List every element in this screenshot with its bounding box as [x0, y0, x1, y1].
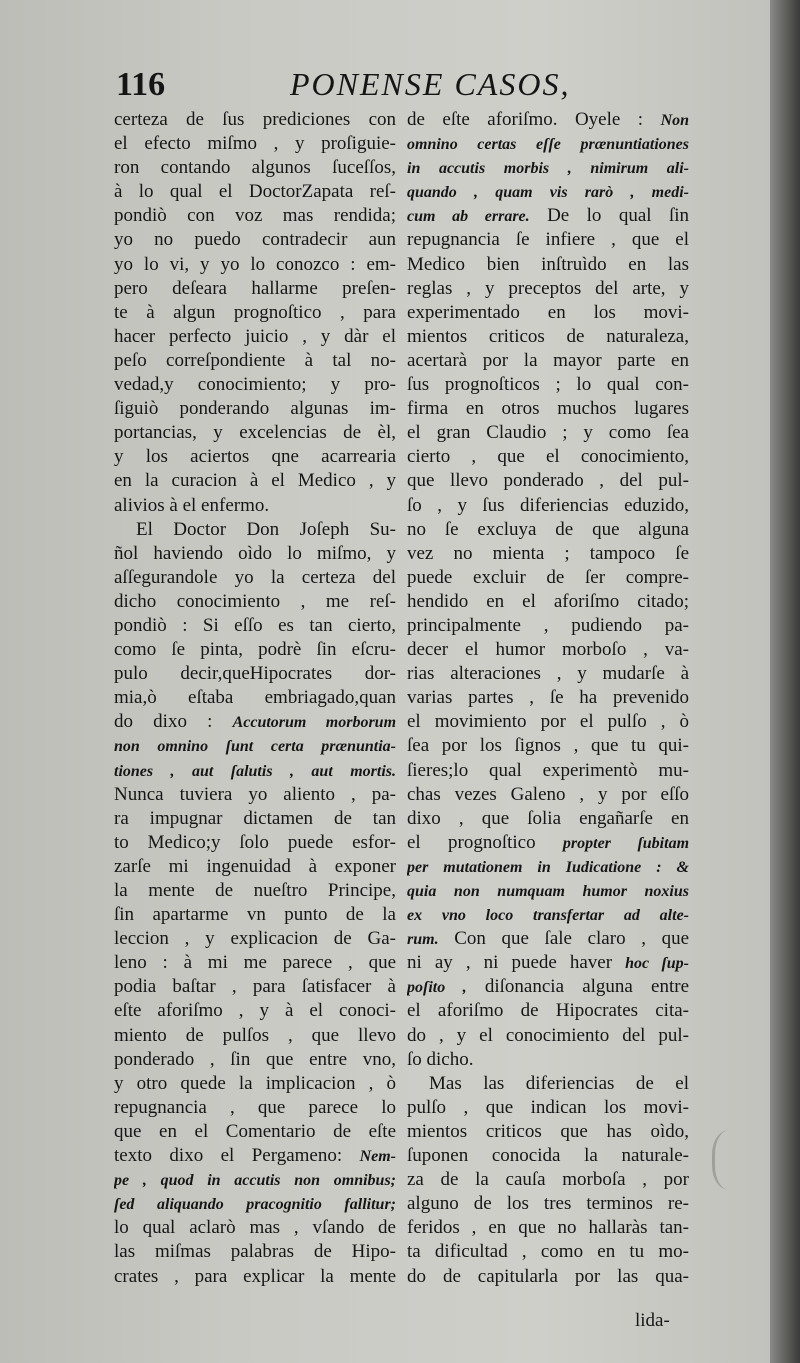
text-line — [407, 975, 689, 999]
text-line — [114, 710, 396, 734]
line-text: pulo decir,queHipocrates dor- — [114, 663, 396, 685]
line-text: alivios à el enfermo. — [114, 494, 270, 516]
line-text: repugnancia ſe infiere , que el — [407, 229, 689, 251]
text-line — [407, 421, 689, 445]
text-line — [407, 879, 689, 903]
line-text: yo lo vi, y yo lo conozco : em- — [114, 253, 396, 275]
line-text: acertarà por la mayor parte en — [407, 349, 689, 371]
text-line — [114, 1216, 396, 1240]
text-line — [407, 349, 689, 373]
text-line — [407, 807, 689, 831]
text-line — [114, 397, 396, 421]
line-text: za de la cauſa morboſa , por — [407, 1169, 689, 1191]
text-line — [114, 927, 396, 951]
line-text: vedad,y conocimiento; y pro- — [114, 374, 396, 396]
text-line — [407, 132, 689, 156]
line-text: pondiò : Si eſſo es tan cierto, — [114, 614, 396, 636]
text-line — [114, 349, 396, 373]
line-text: Mas las diferiencias de el — [429, 1072, 689, 1094]
left-text-column — [114, 108, 396, 1289]
latin-quote: poſito , — [407, 979, 467, 997]
text-line — [407, 614, 689, 638]
text-line — [114, 108, 396, 132]
line-text: repugnancia , que parece lo — [114, 1096, 396, 1118]
text-line — [114, 518, 396, 542]
text-line — [407, 204, 689, 228]
text-line — [114, 1265, 396, 1289]
latin-quote: non omnino ſunt certa prænuntia- — [114, 738, 396, 756]
line-text: ſieres;lo qual experimentò mu- — [407, 759, 689, 781]
text-line — [407, 180, 689, 204]
text-line — [114, 566, 396, 590]
latin-quote: omnino certas eſſe prænuntiationes — [407, 136, 689, 154]
line-text: Con que ſale claro , que — [454, 928, 689, 950]
line-text: crates , para explicar la mente — [114, 1265, 396, 1287]
line-text: ſin apartarme vn punto de la — [114, 904, 396, 926]
text-line — [407, 566, 689, 590]
latin-quote: hoc ſup- — [625, 955, 689, 973]
text-line — [407, 494, 689, 518]
text-line — [114, 204, 396, 228]
text-line — [114, 469, 396, 493]
text-line — [114, 542, 396, 566]
latin-quote: Nem- — [359, 1148, 396, 1166]
line-text: que en el Comentario de eſte — [114, 1120, 396, 1142]
text-line — [407, 373, 689, 397]
line-text: el gran Claudio ; y como ſea — [407, 422, 689, 444]
text-line — [114, 1072, 396, 1096]
line-text: vez no mienta ; tampoco ſe — [407, 542, 689, 564]
text-line — [407, 1144, 689, 1168]
text-line — [114, 807, 396, 831]
text-line — [407, 301, 689, 325]
catchword: lida- — [635, 1310, 670, 1331]
text-line — [114, 951, 396, 975]
text-line — [407, 397, 689, 421]
line-text: puede excluir de ſer compre- — [407, 566, 689, 588]
latin-quote: cum ab errare. — [407, 208, 530, 226]
line-text: yo no puedo contradecir aun — [114, 229, 396, 251]
line-text: do dixo : — [114, 711, 213, 733]
text-line — [407, 518, 689, 542]
line-text: Nunca tuviera yo aliento , pa- — [114, 783, 396, 805]
page-header — [0, 66, 770, 112]
latin-quote: ex vno loco transfertar ad alte- — [407, 907, 689, 925]
latin-quote: in accutis morbis , nimirum ali- — [407, 160, 689, 178]
text-line — [114, 1240, 396, 1264]
line-text: que llevo ponderado , del pul- — [407, 470, 689, 492]
line-text: certeza de ſus prediciones con — [114, 109, 396, 130]
line-text: do , y el conocimiento del pul- — [407, 1024, 689, 1046]
line-text: lo qual aclarò mas , vſando de — [114, 1217, 396, 1239]
line-text: rias alteraciones , y mudarſe à — [407, 663, 689, 685]
text-line — [114, 759, 396, 783]
text-line — [114, 831, 396, 855]
text-line — [114, 1096, 396, 1120]
text-line — [407, 228, 689, 252]
text-line — [407, 1265, 689, 1289]
line-text: ni ay , ni puede haver — [407, 952, 613, 974]
line-text: leccion , y explicacion de Ga- — [114, 928, 396, 950]
latin-quote: tiones , aut ſalutis , aut mortis. — [114, 762, 396, 780]
text-line — [114, 494, 396, 518]
text-line — [407, 710, 689, 734]
line-text: como ſe pinta, podrè ſin eſcru- — [114, 639, 396, 661]
line-text: experimentado en los movi- — [407, 301, 689, 323]
page-number: 116 — [116, 66, 166, 103]
text-line — [407, 1240, 689, 1264]
text-line — [407, 927, 689, 951]
line-text: Medico bien inſtruìdo en las — [407, 253, 689, 275]
text-line — [407, 783, 689, 807]
text-line — [114, 156, 396, 180]
text-line — [407, 951, 689, 975]
text-line — [407, 253, 689, 277]
line-text: feridos , en que no hallaràs tan- — [407, 1217, 689, 1239]
line-text: ponderado , ſin que entre vno, — [114, 1048, 396, 1070]
text-line — [114, 590, 396, 614]
line-text: mientos criticos de naturaleza, — [407, 325, 689, 347]
text-line — [114, 277, 396, 301]
text-line — [114, 783, 396, 807]
text-line — [407, 734, 689, 758]
line-text: y otro quede la implicacion , ò — [114, 1072, 396, 1094]
line-text: pulſo , que indican los movi- — [407, 1096, 689, 1118]
text-line — [407, 445, 689, 469]
text-line — [114, 1144, 396, 1168]
line-text: dixo , que ſolia engañarſe en — [407, 807, 689, 829]
text-line — [114, 975, 396, 999]
text-line — [114, 638, 396, 662]
page-edge-shadow — [770, 0, 800, 1363]
text-line — [407, 1096, 689, 1120]
line-text: portancias, y excelencias de èl, — [114, 422, 396, 444]
line-text: el movimiento por el pulſo , ò — [407, 711, 689, 733]
text-line — [114, 686, 396, 710]
line-text: ſus prognoſticos ; lo qual con- — [407, 374, 689, 396]
latin-quote: Non — [660, 112, 689, 129]
text-line — [114, 1024, 396, 1048]
line-text: cierto , que el conocimiento, — [407, 446, 689, 468]
line-text: principalmente , pudiendo pa- — [407, 614, 689, 636]
text-line — [407, 1048, 689, 1072]
text-line — [114, 614, 396, 638]
text-line — [407, 855, 689, 879]
line-text: varias partes , ſe ha prevenido — [407, 687, 689, 709]
latin-quote: quando , quam vis rarò , medi- — [407, 184, 689, 202]
line-text: te à algun prognoſtico , para — [114, 301, 396, 323]
line-text: ſuponen conocida la naturale- — [407, 1145, 689, 1167]
line-text: hacer perfecto juicio , y dàr el — [114, 325, 396, 347]
right-text-column — [407, 108, 689, 1289]
margin-ink-mark — [712, 1130, 755, 1190]
line-text: reglas , y preceptos del arte, y — [407, 277, 689, 299]
line-text: chas vezes Galeno , y por eſſo — [407, 783, 689, 805]
text-line — [407, 325, 689, 349]
text-line — [114, 445, 396, 469]
text-line — [114, 879, 396, 903]
text-line — [407, 903, 689, 927]
line-text: no ſe excluya de que alguna — [407, 518, 689, 540]
text-line — [407, 1120, 689, 1144]
text-line — [407, 638, 689, 662]
text-line — [407, 590, 689, 614]
line-text: ſea por los ſignos , que tu qui- — [407, 735, 689, 757]
line-text: texto dixo el Pergameno: — [114, 1145, 343, 1167]
latin-quote: propter ſubitam — [562, 834, 689, 852]
text-line — [114, 1192, 396, 1216]
line-text: el aforiſmo de Hipocrates cita- — [407, 1000, 689, 1022]
line-text: à lo qual el DoctorZapata reſ- — [114, 181, 396, 203]
text-line — [114, 301, 396, 325]
line-text: to Medico;y ſolo puede esfor- — [114, 831, 396, 853]
latin-quote: ſed aliquando pracognitio fallitur; — [114, 1196, 396, 1214]
text-line — [407, 542, 689, 566]
line-text: ta dificultad , como en tu mo- — [407, 1241, 689, 1263]
line-text: eſte aforiſmo , y à el conoci- — [114, 1000, 396, 1022]
text-line — [114, 228, 396, 252]
text-line — [114, 855, 396, 879]
text-line — [114, 734, 396, 758]
text-line — [114, 373, 396, 397]
line-text: peſo correſpondiente à tal no- — [114, 349, 396, 371]
line-text: mientos criticos que has oìdo, — [407, 1120, 689, 1142]
latin-quote: quia non numquam humor noxius — [407, 883, 689, 900]
line-text: alguno de los tres terminos re- — [407, 1193, 689, 1215]
text-line — [407, 831, 689, 855]
text-line — [407, 108, 689, 132]
line-text: El Doctor Don Joſeph Su- — [136, 518, 396, 540]
line-text: en la curacion à el Medico , y — [114, 470, 396, 492]
line-text: dicho conocimiento , me reſ- — [114, 590, 396, 612]
line-text: diſonancia alguna entre — [484, 976, 689, 998]
latin-quote: pe , quod in accutis non omnibus; — [114, 1172, 396, 1190]
text-line — [407, 1216, 689, 1240]
text-line — [407, 1168, 689, 1192]
line-text: do de capitularla por las qua- — [407, 1265, 689, 1287]
latin-quote: per mutationem in Iudicatione : & — [407, 858, 689, 876]
text-line — [407, 1192, 689, 1216]
text-line — [114, 1048, 396, 1072]
line-text: leno : à mi me parece , que — [114, 952, 396, 974]
latin-quote: rum. — [407, 931, 439, 949]
text-line — [407, 1072, 689, 1096]
line-text: firma en otros muchos lugares — [407, 398, 689, 420]
text-line — [407, 686, 689, 710]
line-text: pero deſeara hallarme preſen- — [114, 277, 396, 299]
line-text: ra impugnar dictamen de tan — [114, 807, 396, 829]
line-text: zarſe mi ingenuidad à exponer — [114, 855, 396, 877]
text-line — [114, 999, 396, 1023]
line-text: el efecto miſmo , y proſiguie- — [114, 133, 396, 155]
text-line — [407, 662, 689, 686]
line-text: la mente de nueſtro Principe, — [114, 880, 396, 901]
text-line — [407, 999, 689, 1023]
line-text: pondiò con voz mas rendida; — [114, 205, 396, 227]
text-line — [114, 132, 396, 156]
line-text: el prognoſtico — [407, 831, 536, 853]
running-title: PONENSE CASOS, — [290, 66, 571, 102]
text-line — [114, 662, 396, 686]
text-line — [114, 180, 396, 204]
text-line — [407, 156, 689, 180]
text-line — [114, 421, 396, 445]
line-text: mia,ò eſtaba embriagado,quan — [114, 687, 396, 709]
text-line — [407, 277, 689, 301]
text-line — [114, 1168, 396, 1192]
line-text: aſſegurandole yo la certeza del — [114, 566, 396, 588]
latin-quote: Accutorum morborum — [232, 714, 396, 732]
text-line — [407, 469, 689, 493]
line-text: ſo , y ſus diferiencias eduzido, — [407, 494, 689, 516]
line-text: ron contando algunos ſuceſſos, — [114, 157, 396, 179]
line-text: De lo qual ſin — [547, 205, 689, 227]
text-line — [114, 325, 396, 349]
line-text: decer el humor morboſo , va- — [407, 639, 689, 661]
line-text: miento de pulſos , que llevo — [114, 1024, 396, 1046]
line-text: ſo dicho. — [407, 1048, 474, 1070]
text-line — [114, 1120, 396, 1144]
text-line — [407, 759, 689, 783]
text-line — [114, 903, 396, 927]
line-text: ſiguiò ponderando algunas im- — [114, 398, 396, 420]
line-text: podia baſtar , para ſatisfacer à — [114, 976, 396, 998]
line-text: ñol haviendo oìdo lo miſmo, y — [114, 542, 396, 564]
text-line — [407, 1024, 689, 1048]
line-text: de eſte aforiſmo. Oyele : — [407, 109, 644, 130]
text-line — [114, 253, 396, 277]
line-text: y los aciertos qne acarrearia — [114, 446, 396, 468]
line-text: las miſmas palabras de Hipo- — [114, 1241, 396, 1263]
line-text: hendido en el aforiſmo citado; — [407, 590, 689, 612]
